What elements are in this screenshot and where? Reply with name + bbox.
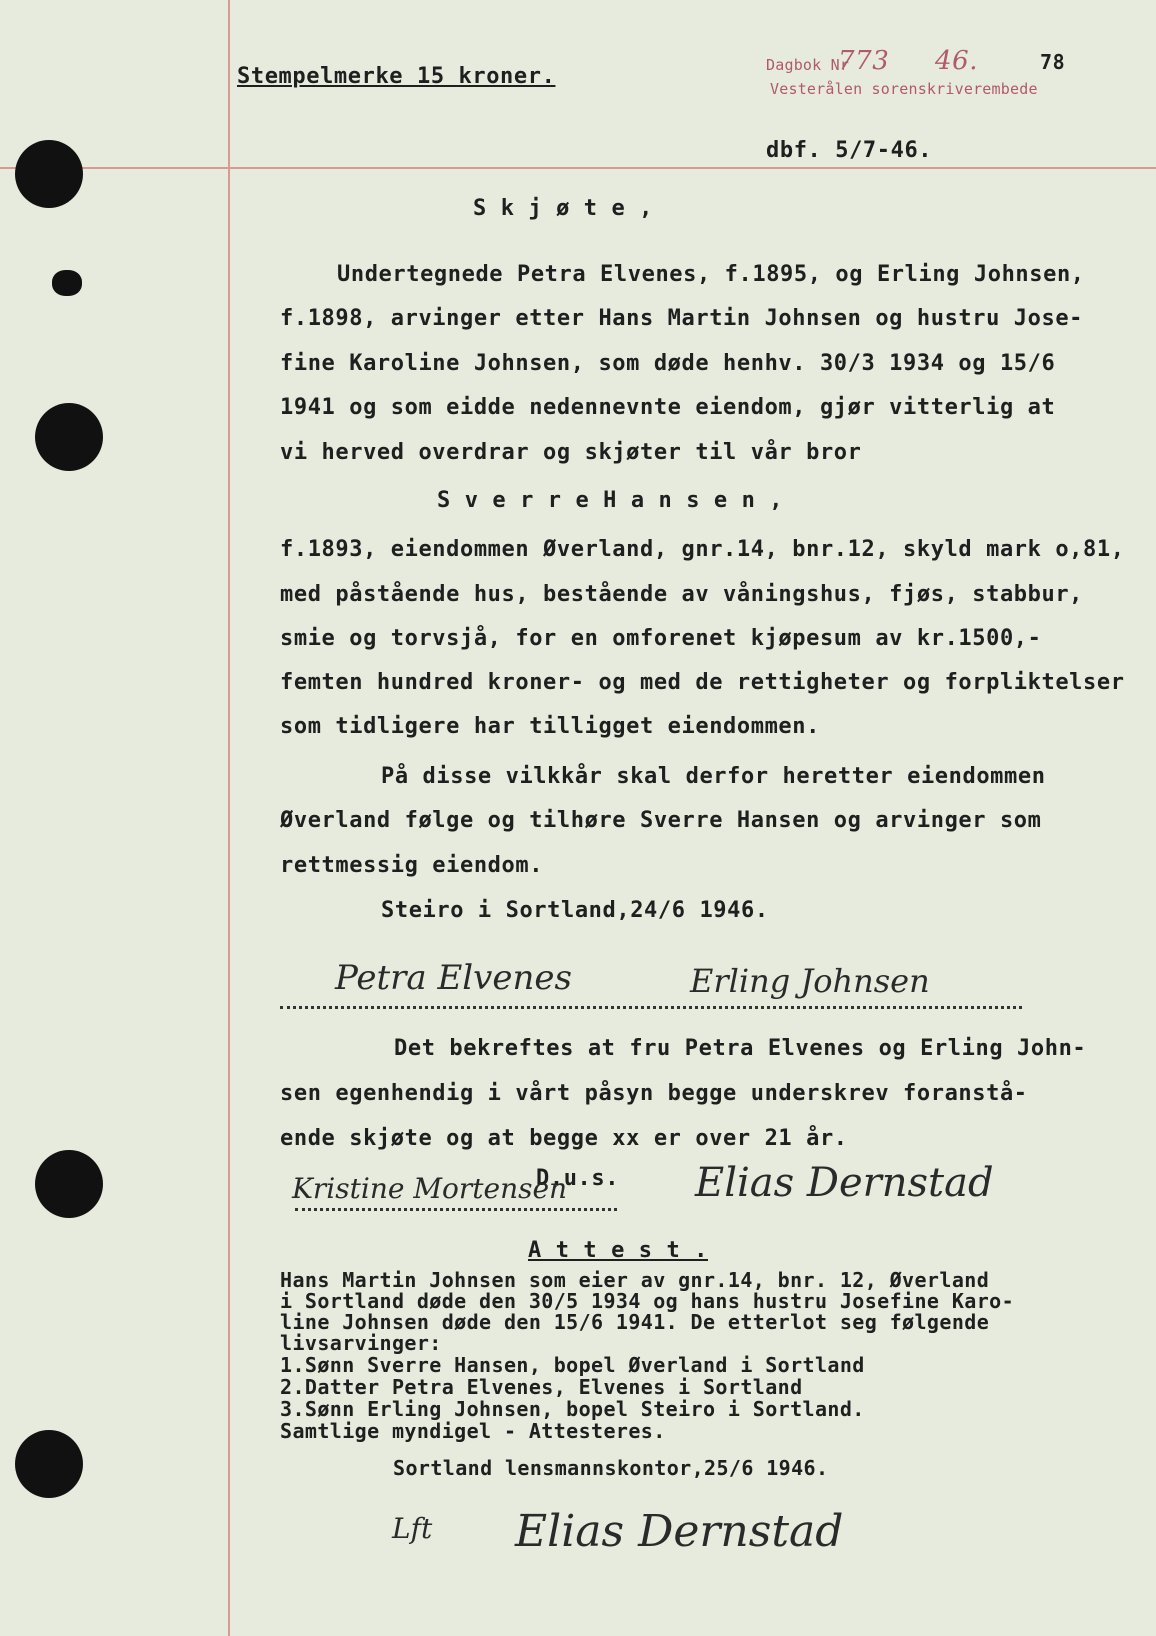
signature-elias-dernstad-2: Elias Dernstad [515,1506,844,1557]
witness-line: Det bekreftes at fru Petra Elvenes og Erling John- [394,1036,1087,1061]
attest-place-date: Sortland lensmannskontor,25/6 1946. [393,1456,829,1480]
deed-line: På disse vilkkår skal derfor heretter eiendommen [381,764,1046,789]
attest-line: 3.Sønn Erling Johnsen, bopel Steiro i Sortland. [280,1397,865,1421]
margin-rule-vertical [228,0,230,1636]
dus-label: D.u.s. [536,1166,620,1191]
attest-line: 2.Datter Petra Elvenes, Elvenes i Sortland [280,1375,803,1399]
attest-initials: Lft [392,1512,433,1545]
signature-petra-elvenes: Petra Elvenes [335,958,572,998]
dagbok-stamp-label: Dagbok Nr [766,56,850,74]
attest-title: A t t e s t . [528,1238,708,1263]
deed-line: vi herved overdrar og skjøter til vår bror [280,440,862,465]
signature-elias-dernstad-1: Elias Dernstad [695,1160,994,1206]
attest-line: 1.Sønn Sverre Hansen, bopel Øverland i Sortland [280,1353,865,1377]
margin-rule-horizontal [0,167,1156,169]
attest-line: Samtlige myndigel - Attesteres. [280,1419,666,1443]
attest-line: Hans Martin Johnsen som eier av gnr.14, bnr. 12, Øverland [280,1268,990,1292]
deed-line: f.1893, eiendommen Øverland, gnr.14, bnr.12, skyld mark o,81, [280,537,1125,562]
signature-kristine-mortensen: Kristine Mortensen [292,1172,568,1205]
deed-line: Undertegnede Petra Elvenes, f.1895, og Erling Johnsen, [337,262,1085,287]
binder-hole-2 [35,403,103,471]
registration-note: dbf. 5/7-46. [766,138,933,163]
binder-hole-mark [52,270,82,296]
deed-place-date: Steiro i Sortland,24/6 1946. [381,898,769,923]
deed-line: Øverland følge og tilhøre Sverre Hansen og arvinger som [280,808,1042,833]
witness-line: sen egenhendig i vårt påsyn begge underskrev foranstå- [280,1081,1028,1106]
deed-line: rettmessig eiendom. [280,853,544,878]
attest-line: i Sortland døde den 30/5 1934 og hans hustru Josefine Karo- [280,1289,1015,1313]
deed-line: med påstående hus, bestående av våningshus, fjøs, stabbur, [280,582,1084,607]
deed-line: 1941 og som eidde nedennevnte eiendom, gjør vitterlig at [280,395,1056,420]
office-stamp: Vesterålen sorenskriverembede [770,80,1038,98]
attest-line: livsarvinger: [280,1331,442,1355]
deed-line: fine Karoline Johnsen, som døde henhv. 30/3 1934 og 15/6 [280,351,1056,376]
signature-line [280,1006,1022,1009]
binder-hole-1 [15,140,83,208]
deed-line: femten hundred kroner- og med de rettigheter og forpliktelser [280,670,1125,695]
deed-line: som tidligere har tilligget eiendommen. [280,714,820,739]
deed-line: smie og torvsjå, for en omforenet kjøpesum av kr.1500,- [280,626,1042,651]
witness-signature-line [295,1208,617,1211]
attest-line: line Johnsen døde den 15/6 1941. De etterlot seg følgende [280,1310,990,1334]
dagbok-year: 46. [935,46,979,76]
grantee-name: S v e r r e H a n s e n , [437,488,784,513]
deed-title: S k j ø t e , [473,196,653,221]
deed-line: f.1898, arvinger etter Hans Martin Johnsen og hustru Jose- [280,306,1084,331]
stamp-duty-note: Stempelmerke 15 kroner. [237,64,556,89]
binder-hole-4 [15,1430,83,1498]
signature-erling-johnsen: Erling Johnsen [690,962,930,1000]
witness-line: ende skjøte og at begge xx er over 21 år. [280,1126,848,1151]
dagbok-number: 773 [838,46,890,76]
binder-hole-3 [35,1150,103,1218]
page-number: 78 [1040,50,1066,74]
